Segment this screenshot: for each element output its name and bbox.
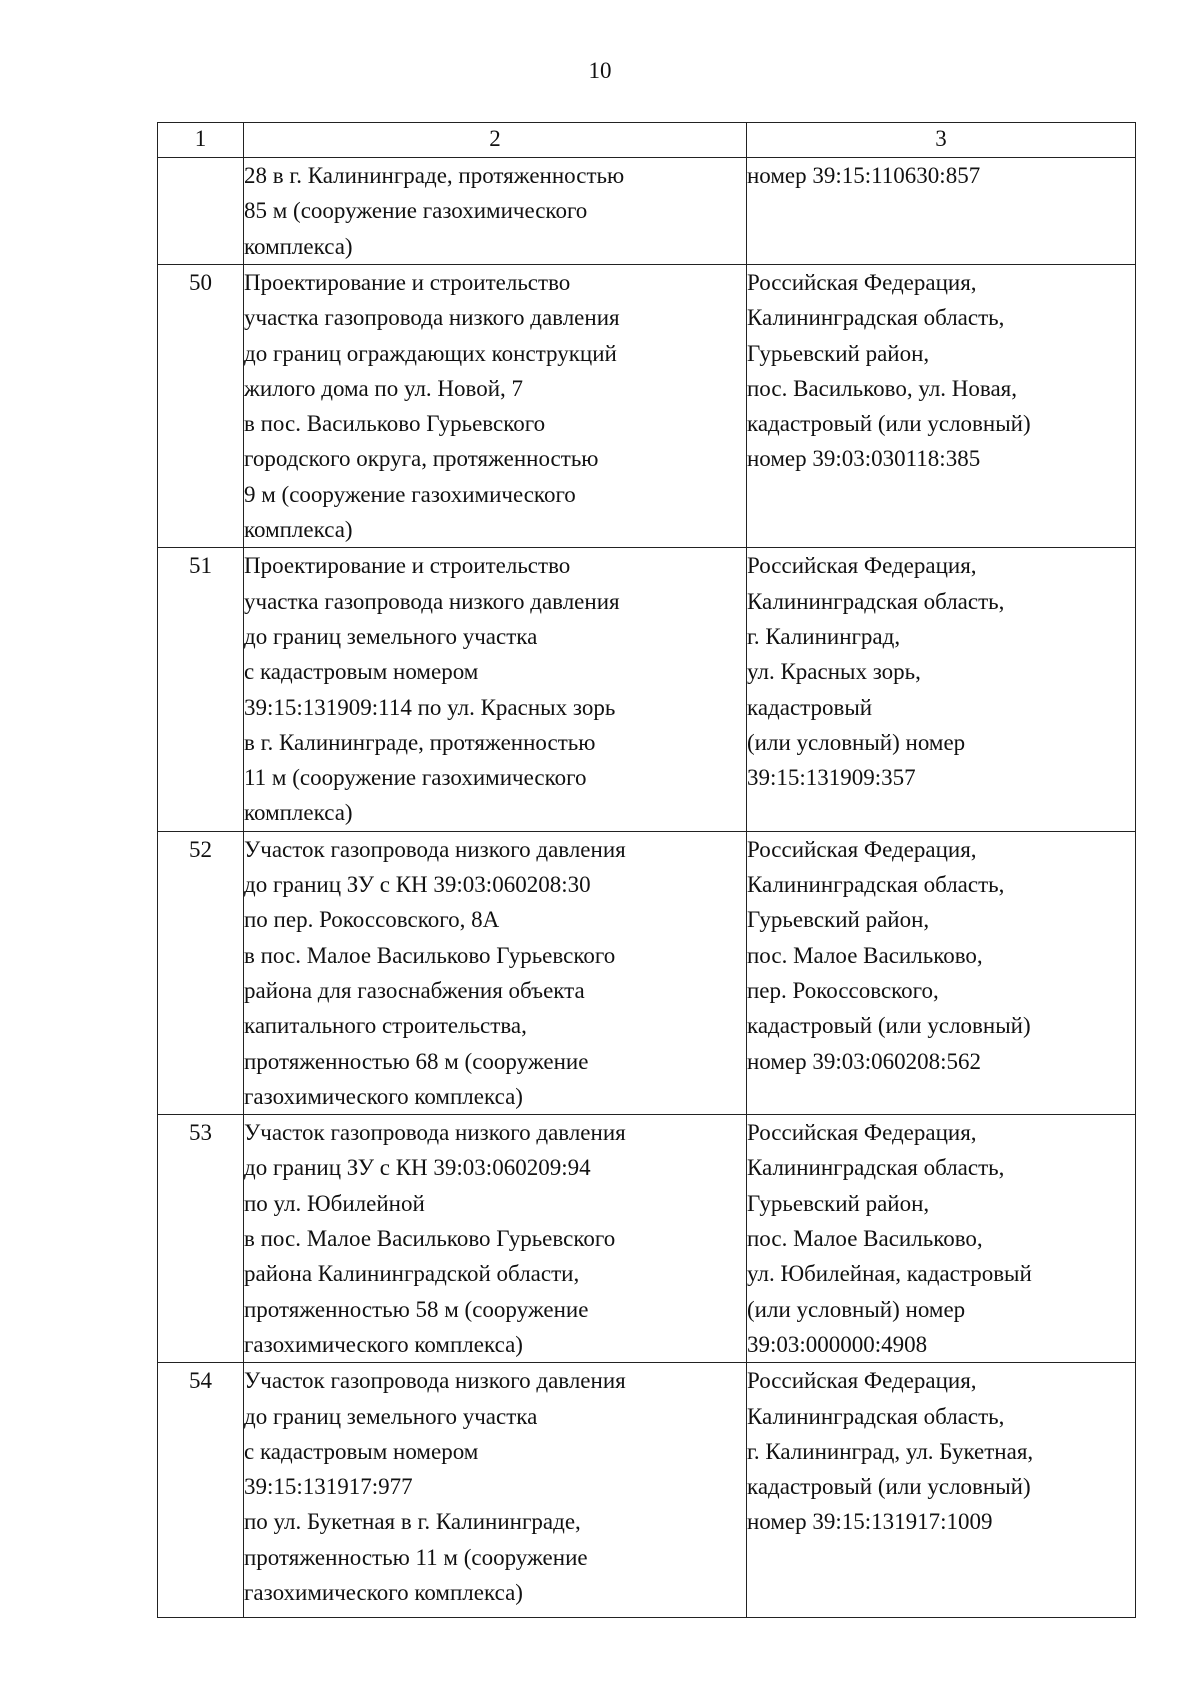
object-description-cell [244,265,747,548]
registry-table [157,122,1136,1618]
address-line: Российская Федерация, [747,553,977,579]
description-line: в пос. Малое Васильково Гурьевского [244,1226,616,1252]
object-description-cell [244,158,747,265]
address-cell [747,548,1136,831]
address-line: пос. Малое Васильково, [747,1226,983,1252]
description-line: Участок газопровода низкого давления [244,1368,626,1394]
address-line: Российская Федерация, [747,270,977,295]
row-number-cell [158,158,244,265]
page-number: 10 [588,58,612,83]
description-line: протяженностью 58 м (сооружение [244,1296,589,1322]
address-line: номер 39:03:030118:385 [747,446,981,472]
address-line: кадастровый (или условный) [747,411,1031,437]
address-line: Российская Федерация, [747,1120,977,1146]
address-cell [747,1115,1136,1363]
description-line: по ул. Юбилейной [244,1190,425,1216]
address-cell [747,1363,1136,1618]
column-header-3: 3 [747,123,1136,158]
address-line: 39:03:000000:4908 [747,1331,928,1357]
description-line: Проектирование и строительство [244,553,571,579]
table-row [158,548,1136,831]
description-line: участка газопровода низкого давления [244,305,620,331]
row-number-cell: 54 [158,1363,244,1618]
address-line: пос. Васильково, ул. Новая, [747,375,1018,401]
address-line: ул. Красных зорь, [747,659,921,685]
address-line: пер. Рокоссовского, [747,977,939,1003]
description-line: городского округа, протяженностью [244,446,599,472]
row-number-cell: 53 [158,1115,244,1363]
address-line: Калининградская область, [747,1403,1005,1429]
description-line: комплекса) [244,517,353,543]
description-line: протяженностью 68 м (сооружение [244,1048,589,1074]
description-line: участка газопровода низкого давления [244,588,620,614]
address-line: Гурьевский район, [747,340,930,366]
description-line: в пос. Малое Васильково Гурьевского [244,942,616,968]
table-header-row [158,123,1136,158]
description-line: жилого дома по ул. Новой, 7 [244,375,524,401]
description-line: 85 м (сооружение газохимического [244,198,588,224]
description-line: по пер. Рокоссовского, 8А [244,907,500,933]
address-line: Калининградская область, [747,588,1005,614]
address-line: (или условный) номер [747,729,966,755]
address-line: номер 39:15:131917:1009 [747,1509,993,1535]
row-number-cell: 52 [158,831,244,1114]
object-description-cell [244,1115,747,1363]
column-header-2: 2 [244,123,747,158]
description-line: до границ земельного участка [244,1403,538,1429]
row-number-cell: 50 [158,265,244,548]
address-line: ул. Юбилейная, кадастровый [747,1261,1032,1287]
address-line: Гурьевский район, [747,1190,930,1216]
address-cell [747,831,1136,1114]
description-line: до границ ограждающих конструкций [244,340,617,366]
address-line: Калининградская область, [747,1155,1005,1181]
column-header-1: 1 [158,123,244,158]
description-line: Проектирование и строительство [244,270,571,295]
description-line: до границ ЗУ с КН 39:03:060209:94 [244,1155,591,1181]
address-line: кадастровый [747,694,873,720]
description-line: до границ земельного участка [244,623,538,649]
address-line: номер 39:15:110630:857 [747,163,981,188]
row-number-cell: 51 [158,548,244,831]
address-line: кадастровый (или условный) [747,1013,1031,1039]
description-line: 39:15:131917:977 [244,1474,413,1500]
description-line: 39:15:131909:114 по ул. Красных зорь [244,694,616,720]
description-line: в г. Калининграде, протяженностью [244,729,596,755]
description-line: 9 м (сооружение газохимического [244,481,576,507]
address-line: Калининградская область, [747,872,1005,898]
description-line: с кадастровым номером [244,659,479,685]
description-line: Участок газопровода низкого давления [244,836,626,862]
description-line: комплекса) [244,233,353,259]
description-line: газохимического комплекса) [244,1331,523,1357]
address-line: 39:15:131909:357 [747,765,916,791]
address-line: г. Калининград, [747,623,901,649]
description-line: комплекса) [244,800,353,826]
table-row [158,158,1136,265]
address-line: пос. Малое Васильково, [747,942,983,968]
description-line: района для газоснабжения объекта [244,977,585,1003]
description-line: капитального строительства, [244,1013,527,1039]
description-line: 28 в г. Калининграде, протяженностью [244,163,625,188]
address-line: (или условный) номер [747,1296,966,1322]
table-body [158,158,1136,1618]
object-description-cell [244,548,747,831]
description-line: газохимического комплекса) [244,1083,523,1109]
description-line: по ул. Букетная в г. Калининграде, [244,1509,581,1535]
description-line: в пос. Васильково Гурьевского [244,411,546,437]
description-line: с кадастровым номером [244,1438,479,1464]
address-line: г. Калининград, ул. Букетная, [747,1438,1034,1464]
address-line: кадастровый (или условный) [747,1474,1031,1500]
description-line: газохимического комплекса) [244,1579,523,1605]
address-line: Российская Федерация, [747,836,977,862]
description-line: района Калининградской области, [244,1261,580,1287]
table-row [158,831,1136,1114]
address-cell [747,265,1136,548]
description-line: протяженностью 11 м (сооружение [244,1544,588,1570]
description-line: до границ ЗУ с КН 39:03:060208:30 [244,872,591,898]
object-description-cell [244,831,747,1114]
table-row [158,1363,1136,1618]
object-description-cell [244,1363,747,1618]
address-line: номер 39:03:060208:562 [747,1048,982,1074]
table-row [158,265,1136,548]
description-line: Участок газопровода низкого давления [244,1120,626,1146]
address-line: Российская Федерация, [747,1368,977,1394]
address-cell [747,158,1136,265]
description-line: 11 м (сооружение газохимического [244,765,587,791]
address-line: Калининградская область, [747,305,1005,331]
table-row [158,1115,1136,1363]
address-line: Гурьевский район, [747,907,930,933]
